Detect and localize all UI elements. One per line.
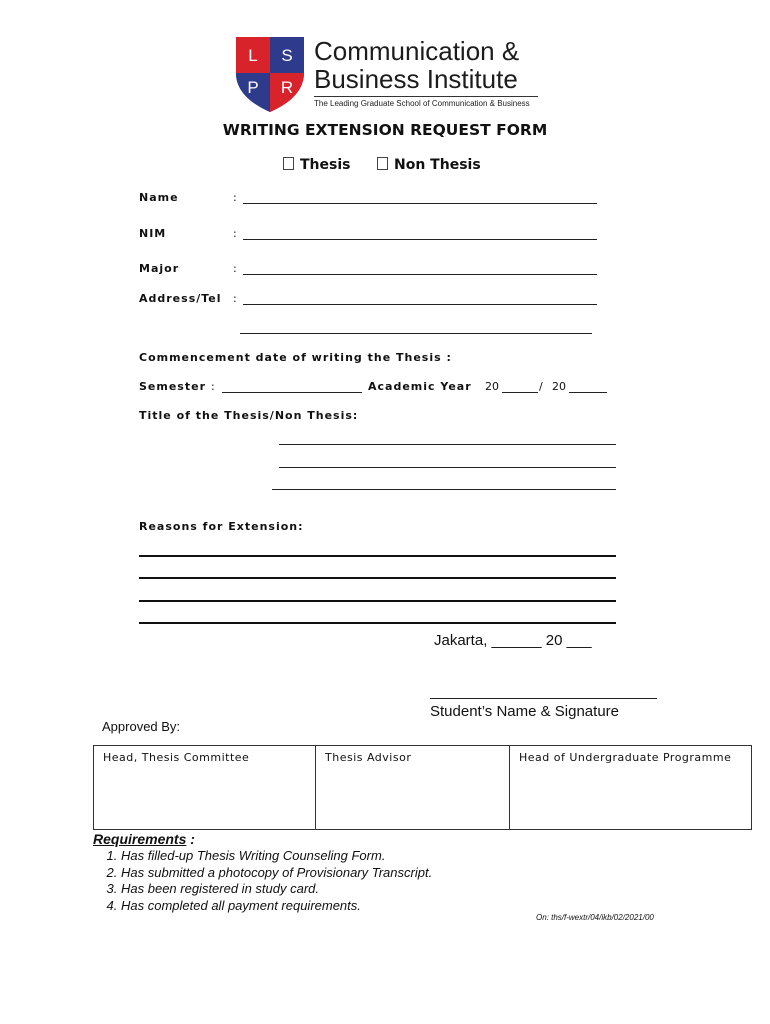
approval-cell-head-undergrad[interactable] (510, 746, 752, 830)
reason-line-3[interactable] (139, 600, 616, 602)
thesis-checkbox[interactable] (283, 157, 294, 170)
brand-line-1: Communication & (314, 36, 520, 66)
approval-cell-head-thesis[interactable] (94, 746, 316, 830)
major-field[interactable] (243, 274, 597, 275)
year-end-field[interactable] (569, 392, 607, 393)
year-prefix-1: 20 (485, 380, 499, 393)
approval-header: Head, Thesis Committee (103, 751, 250, 764)
address-field[interactable] (243, 304, 597, 305)
approved-by-label: Approved By: (102, 719, 181, 734)
requirements-title (93, 831, 195, 847)
signature-label: Student’s Name & Signature (430, 703, 620, 720)
list-item: 2. Has submitted a photocopy of Provisionary Transcript. (121, 865, 432, 882)
semester-label: Semester (139, 380, 206, 393)
option-thesis-label: Thesis (300, 157, 351, 173)
approval-table (93, 745, 752, 830)
year-separator: / (539, 380, 543, 393)
reason-line-2[interactable] (139, 577, 616, 579)
semester-field[interactable] (222, 392, 362, 393)
thesis-title-label: Title of the Thesis/Non Thesis: (139, 409, 359, 422)
reasons-label: Reasons for Extension: (139, 520, 304, 533)
approval-cell-advisor[interactable] (316, 746, 510, 830)
document-code: On: ths/f-wextr/04/ikb/02/2021/00 (536, 913, 654, 922)
name-label: Name (139, 191, 179, 204)
approval-header: Head of Undergraduate Programme (519, 751, 732, 764)
nim-label: NIM (139, 227, 167, 240)
requirements-heading: Requirements (93, 831, 187, 847)
place-date: Jakarta, ______ 20 ___ (434, 632, 592, 649)
major-label: Major (139, 262, 180, 275)
option-non-thesis-label: Non Thesis (394, 157, 481, 173)
logo-letter-r: R (280, 78, 294, 97)
address-colon: : (233, 292, 237, 305)
form-title: WRITING EXTENSION REQUEST FORM (222, 121, 548, 139)
commencement-label: Commencement date of writing the Thesis : (139, 351, 452, 364)
option-non-thesis[interactable] (377, 157, 481, 173)
name-field[interactable] (243, 203, 597, 204)
nim-field[interactable] (243, 239, 597, 240)
list-item: 4. Has completed all payment requirements. (121, 898, 432, 915)
lspr-logo-icon (234, 33, 306, 113)
name-colon: : (233, 191, 237, 204)
brand-tagline: The Leading Graduate School of Communication & Business (314, 99, 530, 108)
reason-line-4[interactable] (139, 622, 616, 624)
signature-line[interactable] (430, 698, 657, 699)
non-thesis-checkbox[interactable] (377, 157, 388, 170)
year-start-field[interactable] (502, 392, 538, 393)
logo-letter-s: S (281, 46, 293, 65)
logo-letter-l: L (248, 46, 258, 65)
nim-colon: : (233, 227, 237, 240)
option-thesis[interactable] (283, 157, 350, 173)
requirements-colon: : (186, 831, 195, 847)
list-item: 1. Has filled-up Thesis Writing Counseling Form. (121, 848, 432, 865)
brand-line-2: Business Institute (314, 64, 518, 94)
thesis-title-line-3[interactable] (272, 489, 616, 490)
academic-year-label: Academic Year (368, 380, 472, 393)
reason-line-1[interactable] (139, 555, 616, 557)
year-prefix-2: 20 (552, 380, 566, 393)
address-field-line-2[interactable] (240, 333, 592, 334)
brand-divider (314, 96, 538, 97)
approval-header: Thesis Advisor (325, 751, 412, 764)
logo-letter-p: P (247, 78, 259, 97)
thesis-title-line-2[interactable] (279, 467, 616, 468)
thesis-title-line-1[interactable] (279, 444, 616, 445)
list-item: 3. Has been registered in study card. (121, 881, 432, 898)
requirements-list (97, 848, 432, 914)
address-label: Address/Tel (139, 292, 222, 305)
major-colon: : (233, 262, 237, 275)
semester-colon: : (211, 380, 215, 393)
